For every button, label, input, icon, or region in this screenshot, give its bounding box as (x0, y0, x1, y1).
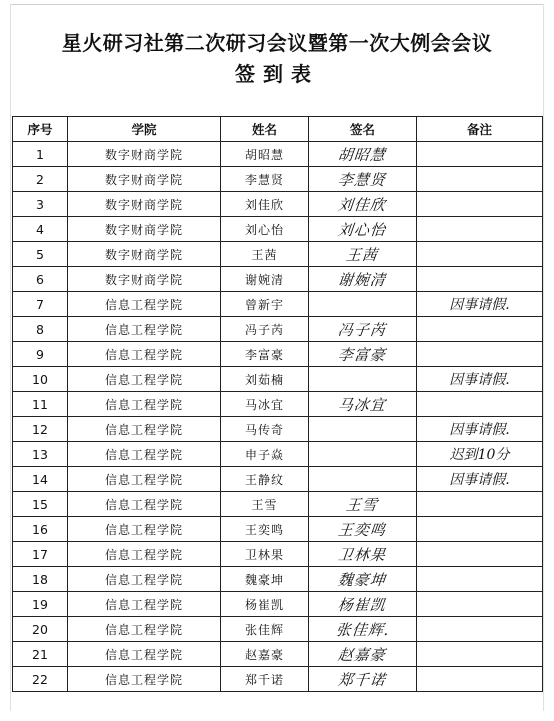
row-school: 信息工程学院 (68, 417, 221, 442)
row-school: 数字财商学院 (68, 192, 221, 217)
row-signature-cell (309, 617, 417, 642)
row-school: 数字财商学院 (68, 267, 221, 292)
row-signature: 李慧贤 (337, 170, 388, 189)
row-remark-cell (417, 467, 543, 492)
top-border (10, 4, 544, 5)
row-signature-cell (309, 142, 417, 167)
row-index: 11 (13, 392, 68, 417)
table-row (13, 567, 543, 592)
row-school: 信息工程学院 (68, 342, 221, 367)
row-signature: 王茜 (345, 245, 380, 264)
row-index: 2 (13, 167, 68, 192)
row-index: 1 (13, 142, 68, 167)
row-school: 信息工程学院 (68, 567, 221, 592)
row-name: 申子焱 (221, 442, 309, 467)
row-remark: 因事请假. (449, 472, 510, 488)
table-row (13, 417, 543, 442)
row-signature-cell (309, 667, 417, 692)
table-row (13, 242, 543, 267)
row-name: 李慧贤 (221, 167, 309, 192)
row-remark-cell (417, 542, 543, 567)
header-school: 学院 (68, 117, 221, 142)
row-name: 魏豪坤 (221, 567, 309, 592)
row-name: 王雪 (221, 492, 309, 517)
row-remark-cell (417, 142, 543, 167)
row-signature-cell (309, 567, 417, 592)
table-row (13, 217, 543, 242)
row-remark-cell (417, 517, 543, 542)
row-index: 6 (13, 267, 68, 292)
row-index: 15 (13, 492, 68, 517)
row-school: 信息工程学院 (68, 392, 221, 417)
row-signature-cell (309, 192, 417, 217)
table-row (13, 392, 543, 417)
row-signature-cell (309, 467, 417, 492)
row-signature: 杨崔凯 (337, 595, 388, 614)
row-remark-cell (417, 417, 543, 442)
row-remark: 因事请假. (449, 422, 510, 438)
row-name: 王静纹 (221, 467, 309, 492)
row-index: 13 (13, 442, 68, 467)
row-school: 信息工程学院 (68, 667, 221, 692)
row-remark-cell (417, 442, 543, 467)
row-index: 22 (13, 667, 68, 692)
row-index: 19 (13, 592, 68, 617)
table-row (13, 317, 543, 342)
table-row (13, 517, 543, 542)
row-school: 信息工程学院 (68, 642, 221, 667)
table-header-row (13, 117, 543, 142)
row-name: 郑千诺 (221, 667, 309, 692)
row-remark-cell (417, 367, 543, 392)
row-signature: 郑千诺 (337, 670, 388, 689)
row-signature-cell (309, 317, 417, 342)
row-remark-cell (417, 167, 543, 192)
row-remark-cell (417, 492, 543, 517)
row-remark-cell (417, 342, 543, 367)
row-signature: 魏豪坤 (337, 570, 388, 589)
table-row (13, 542, 543, 567)
attendance-table (12, 116, 543, 692)
row-remark: 迟到10分 (449, 447, 510, 463)
table-row (13, 367, 543, 392)
row-index: 17 (13, 542, 68, 567)
row-index: 5 (13, 242, 68, 267)
row-school: 信息工程学院 (68, 292, 221, 317)
header-remark: 备注 (417, 117, 543, 142)
row-signature: 胡昭慧 (337, 145, 388, 164)
sheet-title (0, 28, 554, 88)
row-name: 冯子芮 (221, 317, 309, 342)
row-index: 12 (13, 417, 68, 442)
table-row (13, 342, 543, 367)
table-row (13, 617, 543, 642)
row-index: 18 (13, 567, 68, 592)
row-signature-cell (309, 217, 417, 242)
row-signature-cell (309, 242, 417, 267)
row-name: 胡昭慧 (221, 142, 309, 167)
row-index: 10 (13, 367, 68, 392)
row-remark-cell (417, 217, 543, 242)
title-main: 星火研习社第二次研习会议暨第一次大例会会议 (61, 31, 493, 55)
row-school: 数字财商学院 (68, 217, 221, 242)
row-signature: 李富豪 (337, 345, 388, 364)
row-name: 马冰宜 (221, 392, 309, 417)
table-row (13, 192, 543, 217)
row-remark-cell (417, 617, 543, 642)
row-remark-cell (417, 642, 543, 667)
row-index: 14 (13, 467, 68, 492)
row-remark-cell (417, 267, 543, 292)
row-signature: 谢婉清 (337, 270, 388, 289)
row-remark-cell (417, 292, 543, 317)
row-school: 数字财商学院 (68, 167, 221, 192)
row-signature-cell (309, 517, 417, 542)
row-signature: 刘心怡 (337, 220, 388, 239)
row-remark-cell (417, 392, 543, 417)
row-signature-cell (309, 542, 417, 567)
row-school: 信息工程学院 (68, 442, 221, 467)
left-border (10, 4, 11, 711)
row-name: 刘心怡 (221, 217, 309, 242)
row-remark-cell (417, 242, 543, 267)
row-name: 赵嘉豪 (221, 642, 309, 667)
row-signature-cell (309, 592, 417, 617)
row-name: 谢婉清 (221, 267, 309, 292)
row-school: 信息工程学院 (68, 317, 221, 342)
row-signature: 马冰宜 (337, 395, 388, 414)
row-remark: 因事请假. (449, 297, 510, 313)
row-school: 信息工程学院 (68, 467, 221, 492)
row-remark-cell (417, 317, 543, 342)
header-signature: 签名 (309, 117, 417, 142)
row-signature: 刘佳欣 (337, 195, 388, 214)
row-name: 杨崔凯 (221, 592, 309, 617)
row-index: 16 (13, 517, 68, 542)
row-signature-cell (309, 292, 417, 317)
row-name: 张佳辉 (221, 617, 309, 642)
row-remark: 因事请假. (449, 372, 510, 388)
row-remark-cell (417, 567, 543, 592)
row-remark-cell (417, 667, 543, 692)
row-signature: 卫林果 (337, 545, 388, 564)
row-signature-cell (309, 492, 417, 517)
row-school: 数字财商学院 (68, 142, 221, 167)
row-signature: 王奕鸣 (337, 520, 388, 539)
row-school: 信息工程学院 (68, 542, 221, 567)
row-signature-cell (309, 267, 417, 292)
table-row (13, 142, 543, 167)
row-name: 李富豪 (221, 342, 309, 367)
row-index: 3 (13, 192, 68, 217)
table-row (13, 667, 543, 692)
row-signature-cell (309, 392, 417, 417)
row-index: 21 (13, 642, 68, 667)
row-signature-cell (309, 642, 417, 667)
row-name: 刘茹楠 (221, 367, 309, 392)
row-school: 信息工程学院 (68, 592, 221, 617)
row-name: 马传奇 (221, 417, 309, 442)
row-signature: 王雪 (345, 495, 380, 514)
row-school: 信息工程学院 (68, 492, 221, 517)
row-school: 信息工程学院 (68, 517, 221, 542)
row-school: 数字财商学院 (68, 242, 221, 267)
table-row (13, 267, 543, 292)
row-name: 王奕鸣 (221, 517, 309, 542)
row-index: 20 (13, 617, 68, 642)
row-remark-cell (417, 592, 543, 617)
row-signature-cell (309, 367, 417, 392)
table-row (13, 167, 543, 192)
row-name: 曾新宇 (221, 292, 309, 317)
row-index: 9 (13, 342, 68, 367)
table-row (13, 292, 543, 317)
row-signature: 张佳辉. (334, 620, 391, 639)
header-name: 姓名 (221, 117, 309, 142)
row-signature-cell (309, 342, 417, 367)
row-signature-cell (309, 442, 417, 467)
row-index: 8 (13, 317, 68, 342)
table-row (13, 492, 543, 517)
table-row (13, 467, 543, 492)
row-signature: 冯子芮 (337, 320, 388, 339)
row-school: 信息工程学院 (68, 367, 221, 392)
row-signature: 赵嘉豪 (337, 645, 388, 664)
row-name: 卫林果 (221, 542, 309, 567)
row-index: 7 (13, 292, 68, 317)
row-remark-cell (417, 192, 543, 217)
header-index: 序号 (13, 117, 68, 142)
row-index: 4 (13, 217, 68, 242)
row-signature-cell (309, 167, 417, 192)
table-row (13, 592, 543, 617)
table-row (13, 642, 543, 667)
row-name: 王茜 (221, 242, 309, 267)
row-school: 信息工程学院 (68, 617, 221, 642)
table-row (13, 442, 543, 467)
row-signature-cell (309, 417, 417, 442)
title-sub: 签到表 (235, 62, 319, 86)
row-name: 刘佳欣 (221, 192, 309, 217)
right-border (543, 4, 544, 711)
